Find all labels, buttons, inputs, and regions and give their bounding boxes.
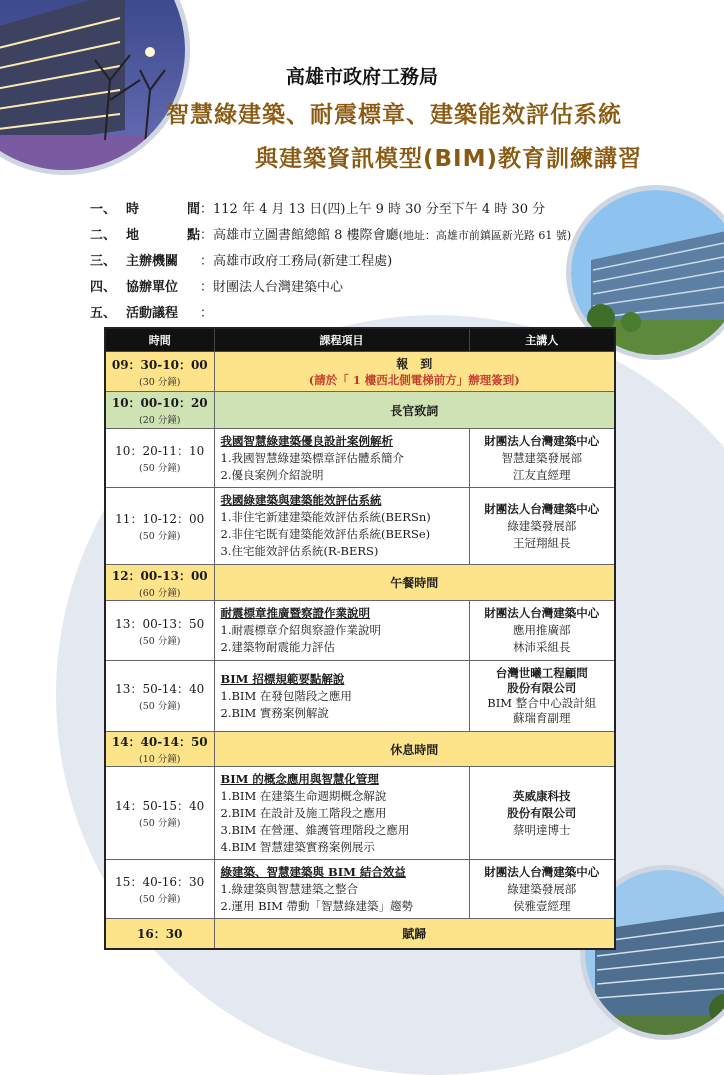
time-cell xyxy=(105,732,214,767)
table-row xyxy=(105,429,615,488)
topic-cell xyxy=(214,767,469,860)
opening-remarks: 長官致詞 xyxy=(214,392,615,429)
speaker-org: 財團法人台灣建築中心 xyxy=(484,501,600,516)
time-range: 13：50-14：40 xyxy=(115,682,205,696)
info-colon: ： xyxy=(200,306,214,321)
info-label xyxy=(126,198,200,217)
info-value-host: 高雄市政府工務局(新建工程處) xyxy=(213,254,393,269)
topic-item: 1.非住宅新建建築能效評估系統(BERSn) xyxy=(220,510,431,524)
duration: (20 分鐘) xyxy=(138,415,181,426)
topic-item: 2.優良案例介紹說明 xyxy=(220,467,324,482)
time-range: 15：40-16：30 xyxy=(115,875,205,889)
speaker-cell xyxy=(469,488,615,565)
info-address-note: (地址：高雄市前鎮區新光路 61 號) xyxy=(398,229,572,242)
topic-title: 綠建築、智慧建築與 BIM 結合效益 xyxy=(220,864,406,879)
table-row xyxy=(105,488,615,565)
info-row-agenda xyxy=(90,302,571,328)
speaker-name: 侯雅壹經理 xyxy=(513,898,571,913)
info-colon: ： xyxy=(200,202,214,217)
time-range: 16：30 xyxy=(137,926,183,941)
column-header-topic: 課程項目 xyxy=(214,328,469,352)
info-label-part: 地 xyxy=(126,228,140,243)
speaker-name: 江友直經理 xyxy=(513,467,571,482)
speaker-dept: BIM 整合中心設計組 xyxy=(487,696,597,710)
speaker-org: 股份有限公司 xyxy=(507,805,577,820)
topic-cell xyxy=(214,860,469,919)
time-range: 14：50-15：40 xyxy=(115,799,205,813)
info-row-co-organizer xyxy=(90,276,571,302)
info-label-part: 時 xyxy=(126,202,140,217)
topic-title: 耐震標章推廣暨察證作業說明 xyxy=(220,606,370,620)
topic-item: 2.運用 BIM 帶動「智慧綠建築」趨勢 xyxy=(220,898,414,913)
speaker-name: 蘇瑞育副理 xyxy=(513,711,571,725)
info-value-location: 高雄市立圖書館總館 8 樓際會廳 xyxy=(213,228,399,243)
speaker-cell xyxy=(469,661,615,732)
topic-item: 1.我國智慧綠建築標章評估體系簡介 xyxy=(220,450,404,465)
topic-cell xyxy=(214,661,469,732)
table-row xyxy=(105,767,615,860)
time-range: 14：40-14：50 xyxy=(111,735,208,749)
speaker-name: 林沛采組長 xyxy=(513,640,571,654)
time-cell xyxy=(105,488,214,565)
info-colon: ： xyxy=(200,254,214,269)
info-colon: ： xyxy=(200,280,214,295)
table-row xyxy=(105,392,615,429)
speaker-org: 股份有限公司 xyxy=(507,681,577,695)
speaker-name: 蔡明達博士 xyxy=(513,822,571,837)
info-label: 活動議程 xyxy=(126,306,179,321)
topic-title: 我國綠建築與建築能效評估系統 xyxy=(220,493,382,507)
time-cell xyxy=(105,661,214,732)
time-cell xyxy=(105,352,214,392)
topic-item: 3.BIM 在營運、維護管理階段之應用 xyxy=(220,822,410,837)
topic-title: BIM 招標規範要點解說 xyxy=(220,671,345,686)
time-range: 09：30-10：00 xyxy=(111,357,208,372)
topic-cell xyxy=(214,488,469,565)
duration: (50 分鐘) xyxy=(138,894,181,905)
table-row xyxy=(105,860,615,919)
info-number: 四、 xyxy=(90,280,117,295)
time-cell xyxy=(105,565,214,601)
time-cell xyxy=(105,767,214,860)
table-row xyxy=(105,919,615,949)
speaker-org: 英威康科技 xyxy=(513,788,571,803)
time-range: 11：10-12：00 xyxy=(115,512,205,526)
duration: (50 分鐘) xyxy=(138,463,181,474)
topic-item: 1.綠建築與智慧建築之整合 xyxy=(220,881,358,896)
time-range: 10：00-10：20 xyxy=(111,396,208,410)
info-label-part: 間 xyxy=(186,202,200,217)
topic-title: 我國智慧綠建築優良設計案例解析 xyxy=(220,433,393,448)
event-title-line1: 智慧綠建築、耐震標章、建築能效評估系統 xyxy=(166,102,622,128)
column-header-time: 時間 xyxy=(105,328,214,352)
info-row-host xyxy=(90,250,571,276)
info-value-co-organizer: 財團法人台灣建築中心 xyxy=(213,280,344,295)
info-row-location xyxy=(90,224,571,250)
info-label: 主辦機關 xyxy=(126,254,179,269)
time-cell xyxy=(105,860,214,919)
topic-item: 1.BIM 在發包階段之應用 xyxy=(220,688,352,703)
duration: (50 分鐘) xyxy=(138,635,181,647)
time-cell xyxy=(105,392,214,429)
info-number: 三、 xyxy=(90,254,117,269)
speaker-dept: 智慧建築發展部 xyxy=(501,450,582,465)
speaker-cell xyxy=(469,860,615,919)
topic-item: 1.耐震標章介紹與察證作業說明 xyxy=(220,623,381,637)
info-label-part: 點 xyxy=(186,228,200,243)
table-row xyxy=(105,601,615,661)
info-label: 協辦單位 xyxy=(126,280,179,295)
duration: (50 分鐘) xyxy=(138,818,181,829)
speaker-org: 財團法人台灣建築中心 xyxy=(484,864,600,879)
topic-item: 3.住宅能效評估系統(R-BERS) xyxy=(220,544,379,558)
topic-item: 1.BIM 在建築生命週期概念解說 xyxy=(220,788,387,803)
topic-item: 2.建築物耐震能力評估 xyxy=(220,640,335,654)
speaker-cell xyxy=(469,767,615,860)
info-number: 二、 xyxy=(90,228,117,243)
table-row xyxy=(105,352,615,392)
duration: (30 分鐘) xyxy=(138,376,181,388)
time-cell xyxy=(105,429,214,488)
topic-item: 4.BIM 智慧建築實務案例展示 xyxy=(220,839,375,854)
time-range: 10：20-11：10 xyxy=(115,444,205,458)
event-title-line2: 與建築資訊模型(BIM)教育訓練講習 xyxy=(255,146,642,172)
topic-item: 2.BIM 在設計及施工階段之應用 xyxy=(220,805,387,820)
topic-cell xyxy=(214,429,469,488)
duration: (60 分鐘) xyxy=(138,587,181,599)
duration: (10 分鐘) xyxy=(138,754,181,765)
speaker-dept: 綠建築發展部 xyxy=(507,881,577,896)
table-row xyxy=(105,565,615,601)
duration: (50 分鐘) xyxy=(138,531,181,542)
registration-note: (請於「 1 樓西北側電梯前方」辦理簽到) xyxy=(308,373,520,387)
speaker-name: 王冠翔組長 xyxy=(513,535,571,550)
time-range: 12：00-13：00 xyxy=(111,568,208,583)
topic-item: 2.BIM 實務案例解說 xyxy=(220,705,329,720)
info-colon: ： xyxy=(200,228,214,243)
registration-label: 報 到 xyxy=(396,357,433,371)
time-cell xyxy=(105,919,214,949)
topic-item: 2.非住宅既有建築能效評估系統(BERSe) xyxy=(220,527,431,541)
speaker-cell xyxy=(469,429,615,488)
organizer-heading: 高雄市政府工務局 xyxy=(285,66,438,88)
column-header-speaker: 主講人 xyxy=(469,328,615,352)
speaker-dept: 應用推廣部 xyxy=(513,623,571,637)
speaker-cell xyxy=(469,601,615,661)
table-row xyxy=(105,661,615,732)
speaker-org: 財團法人台灣建築中心 xyxy=(484,433,600,448)
speaker-dept: 綠建築發展部 xyxy=(507,518,577,533)
rest-break: 休息時間 xyxy=(214,732,615,767)
dismissal: 賦歸 xyxy=(214,919,615,949)
topic-title: BIM 的概念應用與智慧化管理 xyxy=(220,771,379,786)
info-number: 五、 xyxy=(90,306,117,321)
duration: (50 分鐘) xyxy=(138,701,181,712)
info-label xyxy=(126,224,200,243)
info-value-time: 112 年 4 月 13 日(四)上午 9 時 30 分至下午 4 時 30 分 xyxy=(213,202,546,217)
registration-cell xyxy=(214,352,615,392)
topic-cell xyxy=(214,601,469,661)
event-info-list xyxy=(90,198,571,328)
speaker-org: 財團法人台灣建築中心 xyxy=(484,606,600,620)
table-row xyxy=(105,732,615,767)
speaker-org: 台灣世曦工程顧問 xyxy=(495,666,588,680)
info-row-time xyxy=(90,198,571,224)
info-number: 一、 xyxy=(90,202,117,217)
time-cell xyxy=(105,601,214,661)
lunch-break: 午餐時間 xyxy=(214,565,615,601)
table-header-row xyxy=(105,328,615,352)
agenda-table xyxy=(104,327,616,950)
time-range: 13：00-13：50 xyxy=(115,616,205,631)
